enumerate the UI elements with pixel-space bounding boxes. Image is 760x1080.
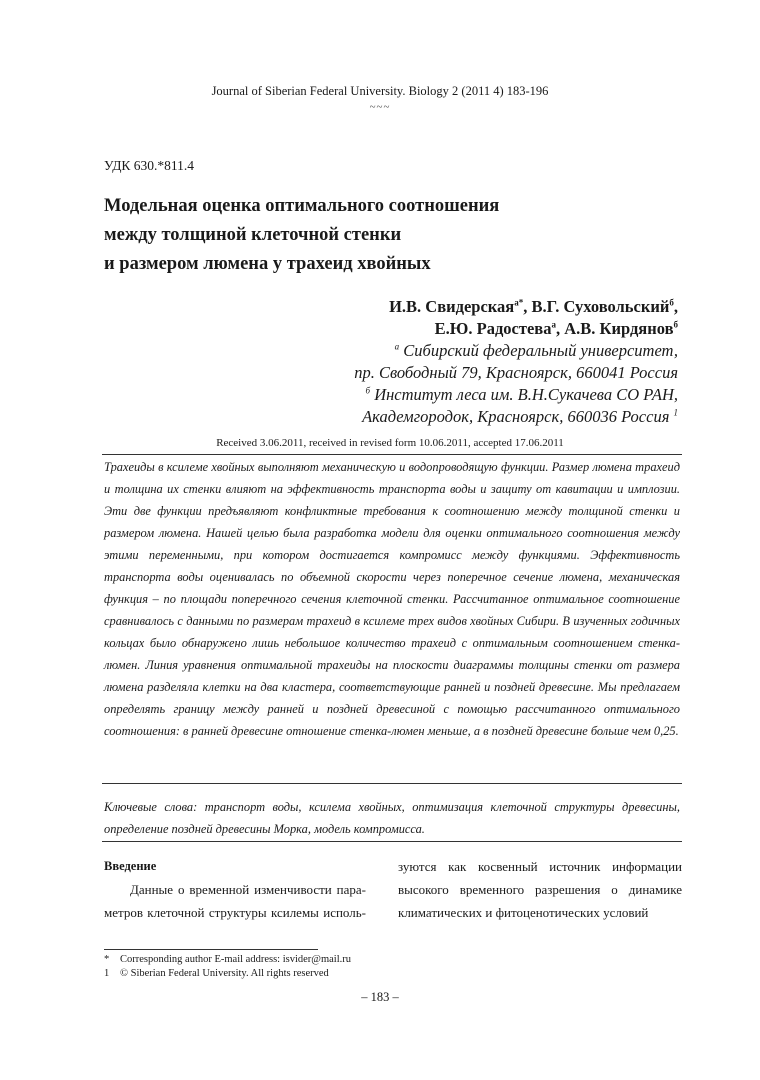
authors-block	[354, 296, 678, 428]
footnote-text: Corresponding author E-mail address: isvider@mail.ru	[120, 954, 351, 965]
author-name: Е.Ю. Радостева	[434, 319, 552, 338]
affiliation-2-line-1	[354, 384, 678, 406]
page-number: – 183 –	[361, 990, 399, 1004]
udk-code: УДК 630.*811.4	[104, 158, 195, 173]
footnote-mark: 1	[673, 407, 678, 418]
footnote	[104, 953, 351, 967]
header-ornament: ~~~	[369, 101, 391, 113]
author-name: И.В. Свидерская	[389, 297, 515, 316]
abstract-top-rule	[102, 454, 682, 455]
keywords-bottom-rule	[102, 841, 682, 842]
author-name: В.Г. Суховольский	[531, 297, 670, 316]
paper-title	[104, 192, 664, 279]
keywords: Ключевые слова: транспорт воды, ксилема хвойных, оптимизация клеточной структуры древесины, определение поздней древесины Морка, модель компромисса.	[104, 800, 680, 836]
footnote-text: © Siberian Federal University. All rights reserved	[120, 968, 329, 979]
journal-header: Journal of Siberian Federal University. Biology 2 (2011 4) 183-196	[211, 84, 549, 98]
footnote-mark: 1	[104, 968, 110, 979]
footnote-mark: *	[104, 954, 110, 965]
affil-mark: б	[365, 385, 371, 396]
abstract: Трахеиды в ксилеме хвойных выполняют механическую и водопроводящую функции. Размер люмена трахеид и толщина их стенки влияют на эффективность транспорта воды и защиту от кавитации и имплозии. Эти две функции предъявляют конфликтные требования к соотношению между толщиной стенки и размером люмена. Нашей целью была разработка модели для оценки оптимального соотношения между этими переменными, при котором достигается компромисс между функциями. Эффективность транспорта воды оценивалась по объемной скорости через поперечное сечение люмена, механическая функция – по площади поперечного сечения клеточной стенки. Рассчитанное оптимальное соотношение сравнивалось с данными по размерам трахеид в ксилеме трех видов хвойных Сибири. В изученных годичных кольцах было обнаружено лишь небольшое количество трахеид с оптимальным соотношением стенка-люмен. Линия уравнения оптимальной трахеиды на плоскости диаграммы толщины стенки от размера люмена разделяла клетки на два кластера, соответствующие ранней и поздней древесине. Мы предлагаем определять границу между ранней и поздней древесиной с помощью рассчитанного оптимального соотношения: в ранней древесине отношение стенка-люмен меньше, а в поздней древесине больше чем 0,25.	[104, 460, 680, 738]
title-line-3: и размером люмена у трахеид хвойных	[104, 254, 431, 274]
section-heading: Введение	[104, 859, 157, 873]
affiliation-1-line-2: пр. Свободный 79, Красноярск, 660041 Россия	[354, 363, 678, 382]
footnote-rule	[104, 949, 318, 950]
author-affil-mark: б	[669, 297, 674, 308]
authors-line-2: Е.Ю. Радостева$^а$, А.В. Кирдянов$^б$	[434, 319, 678, 338]
abstract-bottom-rule	[102, 783, 682, 784]
affiliation-text: Сибирский федеральный университет,	[403, 341, 678, 360]
affil-mark: а	[394, 341, 400, 352]
affiliation-text: Академгородок, Красноярск, 660036 Россия	[362, 407, 670, 426]
author-name: А.В. Кирдянов	[564, 319, 674, 338]
affiliation-text: Институт леса им. В.Н.Сукачева СО РАН,	[374, 385, 678, 404]
affiliation-2-line-2	[354, 406, 678, 428]
author-affil-mark: б	[673, 319, 678, 330]
title-line-2: между толщиной клеточной стенки	[104, 225, 402, 245]
footnotes	[104, 953, 351, 981]
title-line-1: Модельная оценка оптимального соотношения	[104, 196, 500, 216]
affiliation-1-line-1	[354, 340, 678, 362]
authors-line-1: И.В. Свидерская$^{а*}$, В.Г. Суховольский$^б$,	[389, 297, 678, 316]
received-dates: Received 3.06.2011, received in revised form 10.06.2011, accepted 17.06.2011	[216, 437, 564, 449]
footnote	[104, 967, 351, 981]
author-affil-mark: а*	[514, 297, 524, 308]
author-affil-mark: а	[551, 319, 556, 330]
right-column: зуются как косвенный источник информации высокого временного разрешения о динамике климатических и фитоценотических условий	[398, 859, 682, 920]
intro-paragraph-start: Данные о временной изменчивости пара-метров клеточной структуры ксилемы исполь-	[104, 882, 366, 920]
left-column	[104, 855, 366, 924]
